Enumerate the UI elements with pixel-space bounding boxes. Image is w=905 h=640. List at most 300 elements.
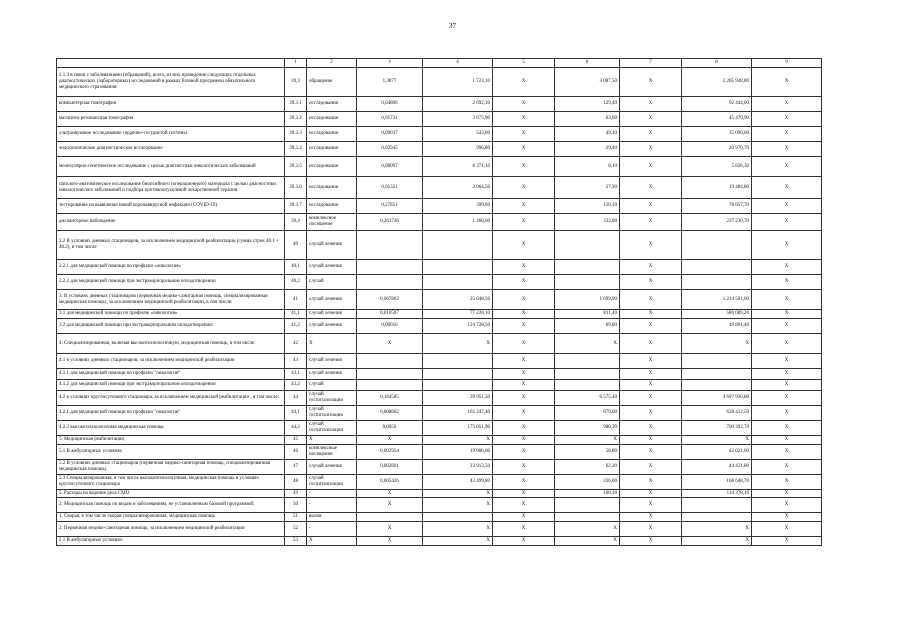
cell-v5: X bbox=[493, 127, 555, 142]
cell-code: 52 bbox=[285, 522, 307, 537]
cell-code: 49 bbox=[285, 490, 307, 498]
cell-v4 bbox=[423, 513, 493, 522]
cell-v5: X bbox=[493, 513, 555, 522]
cell-code: 42 bbox=[285, 334, 307, 354]
cell-name: диспансерное наблюдение bbox=[57, 214, 285, 231]
cell-code: 41 bbox=[285, 290, 307, 310]
cell-v3: 0,008602 bbox=[357, 406, 423, 421]
cell-name: патолого-анатомическое исследование биопсийного (операционного) материала с целью диагностики онкологических заболеваний и подбора противоопухолевой лекарственной терапии bbox=[57, 177, 285, 199]
table-row bbox=[57, 475, 822, 490]
cell-v9: X bbox=[752, 290, 822, 310]
table-row bbox=[57, 319, 822, 334]
cell-v6 bbox=[555, 275, 620, 290]
cell-v8: 44 431,80 bbox=[682, 460, 752, 475]
cell-v9: X bbox=[752, 460, 822, 475]
cell-unit: случай лечения bbox=[307, 319, 357, 334]
column-header: 9 bbox=[752, 59, 822, 68]
cell-code: 40,2 bbox=[285, 275, 307, 290]
cell-v4: 543,60 bbox=[423, 127, 493, 142]
cell-code: 47 bbox=[285, 460, 307, 475]
cell-v6: 980,30 bbox=[555, 421, 620, 436]
column-header: 3 bbox=[357, 59, 423, 68]
cell-v8 bbox=[682, 513, 752, 522]
table-row bbox=[57, 310, 822, 319]
cell-v9: X bbox=[752, 436, 822, 445]
cell-unit: случай госпитализации bbox=[307, 475, 357, 490]
table-row bbox=[57, 391, 822, 406]
table-row bbox=[57, 406, 822, 421]
cell-v4 bbox=[423, 380, 493, 391]
header-row bbox=[57, 59, 822, 68]
cell-v9: X bbox=[752, 260, 822, 275]
cell-code: 39.3.2 bbox=[285, 112, 307, 127]
cell-v4 bbox=[423, 260, 493, 275]
cell-v3: X bbox=[357, 522, 423, 537]
cell-v8: X bbox=[682, 537, 752, 546]
cell-v9: X bbox=[752, 445, 822, 460]
cell-v7: X bbox=[620, 275, 682, 290]
cell-v4 bbox=[423, 275, 493, 290]
cell-v3: 0,02945 bbox=[357, 142, 423, 157]
cell-v5: X bbox=[493, 112, 555, 127]
table-row bbox=[57, 421, 822, 436]
cell-v3: 0,00097 bbox=[357, 157, 423, 177]
table-row bbox=[57, 157, 822, 177]
cell-v5: X bbox=[493, 406, 555, 421]
cell-v4: 175 051,90 bbox=[423, 421, 493, 436]
table-row bbox=[57, 445, 822, 460]
cell-v7: X bbox=[620, 421, 682, 436]
cell-code: 39.3.7 bbox=[285, 199, 307, 214]
cell-v5: X bbox=[493, 475, 555, 490]
cell-unit: исследования bbox=[307, 177, 357, 199]
cell-v5: X bbox=[493, 290, 555, 310]
cell-v6 bbox=[555, 354, 620, 369]
cell-v8 bbox=[682, 260, 752, 275]
cell-code: 43,2 bbox=[285, 380, 307, 391]
cell-v6: 1 699,90 bbox=[555, 290, 620, 310]
cell-code: 44,1 bbox=[285, 406, 307, 421]
cell-name: 2.2 В условиях дневных стационаров, за исключением медицинской реабилитации (сумма строк 40.1 + 40.2), в том числе bbox=[57, 231, 285, 260]
table-row bbox=[57, 177, 822, 199]
cell-v3: 0,261736 bbox=[357, 214, 423, 231]
cell-v4: 1 268,60 bbox=[423, 214, 493, 231]
cell-unit: случай лечения bbox=[307, 354, 357, 369]
cell-v5: X bbox=[493, 68, 555, 97]
cell-v8 bbox=[682, 231, 752, 260]
cell-code: 41,1 bbox=[285, 310, 307, 319]
cell-code: 46 bbox=[285, 445, 307, 460]
cell-v7: X bbox=[620, 214, 682, 231]
column-header: 8 bbox=[682, 59, 752, 68]
cell-unit: случай лечения bbox=[307, 310, 357, 319]
cell-name: 4.1.1 для медицинской помощи по профилю "онкология" bbox=[57, 369, 285, 380]
cell-name: 4.1.2 для медицинской помощи при экстракорпоральном оплодотворении bbox=[57, 380, 285, 391]
cell-v8 bbox=[682, 498, 752, 513]
cell-v9: X bbox=[752, 275, 822, 290]
cell-name: 2. Первичная медико-санитарная помощь, за исключением медицинской реабилитации bbox=[57, 522, 285, 537]
cell-v7: X bbox=[620, 369, 682, 380]
cell-v4: 25 048,50 bbox=[423, 290, 493, 310]
cell-v7: X bbox=[620, 142, 682, 157]
cell-code: 43 bbox=[285, 354, 307, 369]
table-row bbox=[57, 199, 822, 214]
cell-name: 2.1 В амбулаторных условиях: bbox=[57, 537, 285, 546]
cell-unit: случай лечения bbox=[307, 290, 357, 310]
cell-code: 39.3.1 bbox=[285, 97, 307, 112]
column-header: 7 bbox=[620, 59, 682, 68]
cell-v4: 43 499,80 bbox=[423, 475, 493, 490]
cell-unit: вызов bbox=[307, 513, 357, 522]
cell-v7: X bbox=[620, 177, 682, 199]
cell-unit: случай госпитализации bbox=[307, 421, 357, 436]
cell-v7: X bbox=[620, 127, 682, 142]
cell-v4: 996,80 bbox=[423, 142, 493, 157]
cell-code: 41,2 bbox=[285, 319, 307, 334]
cell-v6: 6 575,40 bbox=[555, 391, 620, 406]
cell-name: магнитно-резонансная томография bbox=[57, 112, 285, 127]
cell-v8 bbox=[682, 275, 752, 290]
cell-v9: X bbox=[752, 380, 822, 391]
cell-v8: 20 970,70 bbox=[682, 142, 752, 157]
cell-code: 39.3.6 bbox=[285, 177, 307, 199]
cell-v6: 29,40 bbox=[555, 142, 620, 157]
table-row bbox=[57, 127, 822, 142]
column-header: 5 bbox=[493, 59, 555, 68]
cell-name: 2. Медицинская помощь по видам и заболеваниям, не установленным базовой программой: bbox=[57, 498, 285, 513]
table-row bbox=[57, 522, 822, 537]
cell-v7: X bbox=[620, 490, 682, 498]
cell-unit: случай лечения bbox=[307, 369, 357, 380]
cell-v4: 8 371,10 bbox=[423, 157, 493, 177]
cell-v9: X bbox=[752, 157, 822, 177]
cell-v9: X bbox=[752, 391, 822, 406]
cell-v4 bbox=[423, 354, 493, 369]
cell-unit: случай лечения bbox=[307, 460, 357, 475]
cell-v9: X bbox=[752, 406, 822, 421]
cell-v5: X bbox=[493, 436, 555, 445]
cell-name: 3.1 для медицинской помощи по профилю «онкология» bbox=[57, 310, 285, 319]
cell-v7: X bbox=[620, 460, 682, 475]
cell-v5: X bbox=[493, 498, 555, 513]
cell-v8: 1 214 501,60 bbox=[682, 290, 752, 310]
data-table bbox=[56, 58, 822, 546]
cell-v8: 4 697 936,80 bbox=[682, 391, 752, 406]
cell-unit: X bbox=[307, 334, 357, 354]
cell-v4: 124 728,50 bbox=[423, 319, 493, 334]
cell-code: 39,3 bbox=[285, 68, 307, 97]
cell-v6 bbox=[555, 369, 620, 380]
cell-v9: X bbox=[752, 334, 822, 354]
cell-v7: X bbox=[620, 319, 682, 334]
cell-v7: X bbox=[620, 380, 682, 391]
cell-v6: 8,10 bbox=[555, 157, 620, 177]
cell-v8: 237 230,70 bbox=[682, 214, 752, 231]
cell-v8 bbox=[682, 369, 752, 380]
cell-code: 43,1 bbox=[285, 369, 307, 380]
cell-v4: X bbox=[423, 490, 493, 498]
cell-name: 3.2 для медицинской помощи при экстракорпоральном оплодотворении: bbox=[57, 319, 285, 334]
cell-v9: X bbox=[752, 513, 822, 522]
cell-v8: 700 392,70 bbox=[682, 421, 752, 436]
cell-name: 5. Медицинская реабилитация, bbox=[57, 436, 285, 445]
cell-v3: 0,27851 bbox=[357, 199, 423, 214]
cell-v5: X bbox=[493, 380, 555, 391]
cell-name: тестирование на выявление новой коронавирусной инфекции (COVID-19) bbox=[57, 199, 285, 214]
cell-v6: 811,40 bbox=[555, 310, 620, 319]
cell-v6: X bbox=[555, 334, 620, 354]
cell-unit: случай лечения bbox=[307, 231, 357, 260]
cell-v5: X bbox=[493, 421, 555, 436]
cell-v6: 110,10 bbox=[555, 199, 620, 214]
cell-v3 bbox=[357, 513, 423, 522]
cell-unit: X bbox=[307, 436, 357, 445]
cell-v6: 49,10 bbox=[555, 127, 620, 142]
cell-v3: X bbox=[357, 490, 423, 498]
table-row bbox=[57, 354, 822, 369]
cell-v4: 1 723,10 bbox=[423, 68, 493, 97]
cell-code: 39.3.3 bbox=[285, 127, 307, 142]
cell-name: 2.2.1 для медицинской помощи по профилю «онкология» bbox=[57, 260, 285, 275]
cell-name: 3. В условиях дневных стационаров (первичная медико-санитарная помощь, специализированная медицинская помощь), за исключением медицинской реабилитации, в том числе: bbox=[57, 290, 285, 310]
table-row bbox=[57, 436, 822, 445]
column-header bbox=[57, 59, 285, 68]
cell-name: 5.2 В условиях дневных стационаров (первичная медико-санитарная помощь, специализированная медицинская помощь) bbox=[57, 460, 285, 475]
cell-v7: X bbox=[620, 310, 682, 319]
cell-v7: X bbox=[620, 231, 682, 260]
cell-unit: исследования bbox=[307, 157, 357, 177]
cell-v5: X bbox=[493, 460, 555, 475]
cell-unit: - bbox=[307, 498, 357, 513]
cell-name: 4.2.2 высокотехнологичная медицинская помощь bbox=[57, 421, 285, 436]
cell-v9: X bbox=[752, 421, 822, 436]
cell-v3 bbox=[357, 369, 423, 380]
cell-unit: случай bbox=[307, 380, 357, 391]
cell-v5: X bbox=[493, 445, 555, 460]
cell-v6 bbox=[555, 231, 620, 260]
cell-code: 40,1 bbox=[285, 260, 307, 275]
cell-v6: 332,00 bbox=[555, 214, 620, 231]
cell-v7: X bbox=[620, 354, 682, 369]
cell-v3: 0,164585 bbox=[357, 391, 423, 406]
cell-v9: X bbox=[752, 142, 822, 157]
cell-v7: X bbox=[620, 68, 682, 97]
cell-v5: X bbox=[493, 157, 555, 177]
cell-v9: X bbox=[752, 522, 822, 537]
cell-v3: X bbox=[357, 537, 423, 546]
cell-v3 bbox=[357, 231, 423, 260]
cell-v5: X bbox=[493, 369, 555, 380]
cell-v8: 114 378,10 bbox=[682, 490, 752, 498]
cell-v7: X bbox=[620, 334, 682, 354]
cell-v8: X bbox=[682, 522, 752, 537]
cell-v4: 3 675,90 bbox=[423, 112, 493, 127]
cell-v7: X bbox=[620, 157, 682, 177]
cell-name: 5.3 Специализированная, в том числе высокотехнологичная, медицинская помощь в условиях круглосуточного стационара bbox=[57, 475, 285, 490]
cell-v4: 77 228,10 bbox=[423, 310, 493, 319]
table-row bbox=[57, 112, 822, 127]
cell-code: 53 bbox=[285, 537, 307, 546]
table-row bbox=[57, 97, 822, 112]
cell-v3: 0,010507 bbox=[357, 310, 423, 319]
cell-v7: X bbox=[620, 513, 682, 522]
cell-unit: обращение bbox=[307, 68, 357, 97]
cell-v8: X bbox=[682, 334, 752, 354]
cell-code: 44,2 bbox=[285, 421, 307, 436]
cell-v7: X bbox=[620, 391, 682, 406]
cell-v5: X bbox=[493, 522, 555, 537]
cell-code: 40 bbox=[285, 231, 307, 260]
cell-name: 4.2.1 для медицинской помощи по профилю "онкология" bbox=[57, 406, 285, 421]
cell-unit: случай госпитализации bbox=[307, 391, 357, 406]
cell-v5: X bbox=[493, 214, 555, 231]
cell-unit: комплексное посещение bbox=[307, 214, 357, 231]
cell-v6 bbox=[555, 513, 620, 522]
cell-v8: 35 096,60 bbox=[682, 127, 752, 142]
cell-v8: 2 205 948,80 bbox=[682, 68, 752, 97]
column-header: 6 bbox=[555, 59, 620, 68]
cell-v7: X bbox=[620, 199, 682, 214]
cell-v7: X bbox=[620, 498, 682, 513]
cell-v5: X bbox=[493, 97, 555, 112]
cell-v8: 628 412,50 bbox=[682, 406, 752, 421]
table-row bbox=[57, 142, 822, 157]
cell-v8: 168 648,70 bbox=[682, 475, 752, 490]
cell-v9: X bbox=[752, 310, 822, 319]
cell-v6: 129,40 bbox=[555, 97, 620, 112]
table-row bbox=[57, 498, 822, 513]
cell-v3 bbox=[357, 260, 423, 275]
cell-name: 5. Расходы на ведение дела СМО bbox=[57, 490, 285, 498]
table-row bbox=[57, 490, 822, 498]
cell-v7: X bbox=[620, 97, 682, 112]
cell-v5: X bbox=[493, 142, 555, 157]
cell-v6: 58,80 bbox=[555, 445, 620, 460]
cell-v8: 580 089,20 bbox=[682, 310, 752, 319]
cell-v6: X bbox=[555, 522, 620, 537]
cell-name: ультразвуковое исследование сердечно-сосудистой системы bbox=[57, 127, 285, 142]
page-number: 37 bbox=[449, 22, 456, 30]
cell-v5: X bbox=[493, 260, 555, 275]
cell-v5: X bbox=[493, 275, 555, 290]
cell-v8: 19 484,80 bbox=[682, 177, 752, 199]
cell-v3: 0,005426 bbox=[357, 475, 423, 490]
cell-v3: X bbox=[357, 498, 423, 513]
cell-v9: X bbox=[752, 214, 822, 231]
cell-v4 bbox=[423, 231, 493, 260]
cell-v5: X bbox=[493, 334, 555, 354]
cell-v9: X bbox=[752, 537, 822, 546]
cell-v3: 0,002954 bbox=[357, 445, 423, 460]
cell-v3 bbox=[357, 380, 423, 391]
cell-v6: 27,30 bbox=[555, 177, 620, 199]
cell-v5: X bbox=[493, 537, 555, 546]
cell-name: 1. Скорая, в том числе скорая специализированная, медицинская помощь bbox=[57, 513, 285, 522]
cell-v6: 160,10 bbox=[555, 490, 620, 498]
cell-v7: X bbox=[620, 260, 682, 275]
cell-v8: 92 444,00 bbox=[682, 97, 752, 112]
cell-v4: 2 692,10 bbox=[423, 97, 493, 112]
cell-v5: X bbox=[493, 310, 555, 319]
cell-v9: X bbox=[752, 490, 822, 498]
cell-v3: 0,01321 bbox=[357, 177, 423, 199]
cell-v3: 0,0056 bbox=[357, 421, 423, 436]
cell-v8: 42 021,60 bbox=[682, 445, 752, 460]
cell-name: 2.2.2 для медицинской помощи при экстракорпоральном оплодотворении bbox=[57, 275, 285, 290]
cell-v9: X bbox=[752, 199, 822, 214]
cell-v5: X bbox=[493, 391, 555, 406]
cell-code: 48 bbox=[285, 475, 307, 490]
table-row bbox=[57, 380, 822, 391]
cell-v4: X bbox=[423, 537, 493, 546]
table-row bbox=[57, 369, 822, 380]
cell-unit: случай лечения bbox=[307, 260, 357, 275]
cell-v7: X bbox=[620, 537, 682, 546]
cell-v9: X bbox=[752, 369, 822, 380]
table-row bbox=[57, 513, 822, 522]
cell-v6: 236,00 bbox=[555, 475, 620, 490]
cell-v4: X bbox=[423, 498, 493, 513]
cell-v3: 0,00056 bbox=[357, 319, 423, 334]
cell-v5: X bbox=[493, 490, 555, 498]
cell-code: 39.3.5 bbox=[285, 157, 307, 177]
cell-v3: 0,002601 bbox=[357, 460, 423, 475]
table-row bbox=[57, 231, 822, 260]
table-row bbox=[57, 260, 822, 275]
cell-v3: X bbox=[357, 334, 423, 354]
table-row bbox=[57, 334, 822, 354]
cell-v8: 45 470,90 bbox=[682, 112, 752, 127]
cell-code: 39.3.4 bbox=[285, 142, 307, 157]
cell-unit: случай bbox=[307, 275, 357, 290]
cell-unit: исследования bbox=[307, 112, 357, 127]
table-row bbox=[57, 460, 822, 475]
cell-v9: X bbox=[752, 112, 822, 127]
table-row bbox=[57, 290, 822, 310]
cell-v7: X bbox=[620, 522, 682, 537]
cell-v3: 0,067863 bbox=[357, 290, 423, 310]
table-row bbox=[57, 214, 822, 231]
cell-code: 50 bbox=[285, 498, 307, 513]
cell-unit: комплексные посещения bbox=[307, 445, 357, 460]
cell-v4: 102 247,40 bbox=[423, 406, 493, 421]
cell-v8: 78 657,70 bbox=[682, 199, 752, 214]
cell-v6: 879,60 bbox=[555, 406, 620, 421]
cell-v6: 63,60 bbox=[555, 112, 620, 127]
cell-name: 4. Специализированная, включая высокотехнологичную, медицинская помощь, в том числе: bbox=[57, 334, 285, 354]
cell-code: 39,4 bbox=[285, 214, 307, 231]
cell-v9: X bbox=[752, 97, 822, 112]
cell-name: 2.1.3 в связи с заболеваниями (обращений), всего, из них проведение следующих отдельных диагностических (лабораторных) исследований в рамках базовой программы обязательного медицинского страхования: bbox=[57, 68, 285, 97]
cell-code: 51 bbox=[285, 513, 307, 522]
cell-unit: исследования bbox=[307, 142, 357, 157]
cell-v6 bbox=[555, 380, 620, 391]
cell-v6: X bbox=[555, 436, 620, 445]
cell-v7: X bbox=[620, 445, 682, 460]
cell-v6 bbox=[555, 498, 620, 513]
table-row bbox=[57, 537, 822, 546]
cell-v9: X bbox=[752, 498, 822, 513]
cell-v3: 0,09037 bbox=[357, 127, 423, 142]
cell-v7: X bbox=[620, 406, 682, 421]
cell-v3: 1,3877 bbox=[357, 68, 423, 97]
cell-v7: X bbox=[620, 436, 682, 445]
cell-name: компьютерная томография bbox=[57, 97, 285, 112]
cell-v6 bbox=[555, 260, 620, 275]
cell-v7: X bbox=[620, 290, 682, 310]
cell-v3: X bbox=[357, 436, 423, 445]
cell-v4: X bbox=[423, 522, 493, 537]
